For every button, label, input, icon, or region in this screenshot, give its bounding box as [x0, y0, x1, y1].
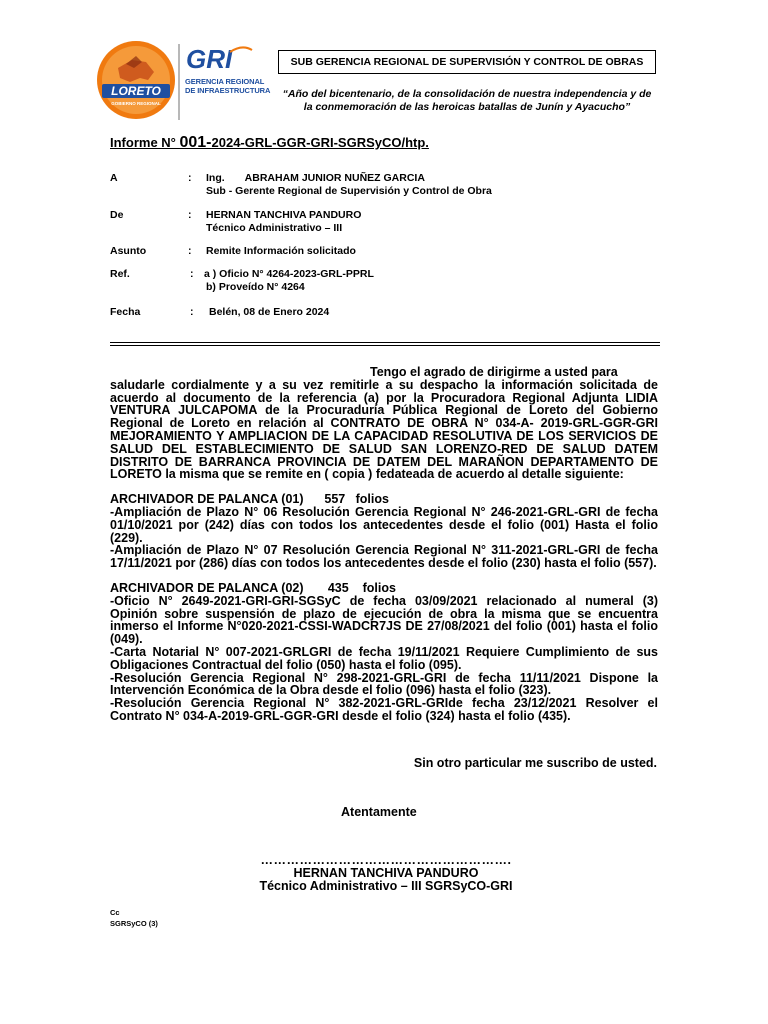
closing-line: Sin otro particular me suscribo de usted.: [413, 756, 657, 770]
binder1-item2: -Ampliación de Plazo N° 07 Resolución Gerencia Regional N° 311-2021-GRL-GRI de fecha 17/11/2021 por (286) días con todos los antecedentes desde el folio (230) hasta el folio (557).: [110, 543, 658, 571]
cc-label: Cc: [110, 908, 120, 917]
report-number: 001-: [179, 134, 212, 151]
year-motto-line1: “Año del bicentenario, de la consolidación de nuestra independencia y de: [282, 88, 652, 100]
to-label: A: [110, 172, 118, 184]
to-colon: :: [188, 172, 192, 184]
from-colon: :: [188, 209, 192, 221]
binder2-item1: -Oficio N° 2649-2021-GRI-GRI-SGSyC de fecha 03/09/2021 relacionado al numeral (3) Opinión sobre suspensión de plazo de ejecución de obra la misma que se encuentra inmerso el Informe N°020-2021-CSSI-WADCR7JS DE 27/08/2021 del folio (001) hasta el folio (049).: [110, 593, 658, 647]
from-position: Técnico Administrativo – III: [206, 221, 343, 234]
year-motto-line2: la conmemoración de las heroicas batallas de Junín y Ayacucho”: [303, 101, 631, 113]
to-position: Sub - Gerente Regional de Supervisión y Control de Obra: [206, 184, 492, 197]
gri-subtitle-line1: GERENCIA REGIONAL: [185, 77, 265, 86]
ref-a: a ) Oficio N° 4264-2023-GRL-PPRL: [204, 268, 374, 280]
department-box: [278, 50, 656, 74]
signer-position: Técnico Administrativo – III SGRSyCO-GRI: [259, 879, 513, 893]
cc-block: [110, 907, 158, 929]
intro-paragraph: saludarle cordialmente y a su vez remitirle a su despacho la información solicitada de acuerdo al documento de la referencia (a) por la Procuradora Regional Adjunta LIDIA VENTURA JULCAPOMA de la Procuraduría Pública Regional de Loreto del Gobierno Regional de Loreto en relación al CONTRATO DE OBRA N° 034-A- 2019-GRL-GGR-GRI MEJORAMIENTO Y AMPLIACION DE LA CAPACIDAD RESOLUTIVA DE LOS SERVICIOS DE SALUD DEL ESTABLECIMIENTO DE SALUD SAN LORENZO-RED DE SALUD DATEM DISTRITO DE BARRANCA PROVINCIA DE DATEM DEL MARAÑON DEPARTAMENTO DE LORETO la misma que se remite en ( copia ) fedateada de acuerdo al detalle siguiente:: [110, 377, 658, 482]
gri-subtitle: [185, 77, 270, 95]
binder1-title: ARCHIVADOR DE PALANCA (01) 557 folios: [110, 492, 389, 507]
gri-logo: [186, 44, 256, 74]
to-value: [206, 172, 492, 197]
date-value: Belén, 08 de Enero 2024: [209, 306, 330, 318]
ref-label: Ref.: [110, 268, 130, 280]
binder2-title: ARCHIVADOR DE PALANCA (02) 435 folios: [110, 580, 396, 595]
date-colon: :: [190, 306, 194, 318]
date-label: Fecha: [110, 306, 141, 318]
to-name: ABRAHAM JUNIOR NUÑEZ GARCIA: [244, 172, 425, 184]
year-motto: [272, 88, 662, 114]
report-prefix: Informe N°: [110, 135, 180, 150]
binder2-item3: -Resolución Gerencia Regional N° 298-2021-GRL-GRI de fecha 11/11/2021 Dispone la Intervención Económica de la Obra desde el folio (096) hasta el folio (323).: [110, 670, 658, 698]
report-code: 2024-GRL-GGR-GRI-SGRSyCO/htp.: [211, 135, 429, 150]
logo-divider: [178, 44, 180, 120]
regards: Atentamente: [341, 805, 417, 819]
signature-block: [186, 854, 586, 893]
gri-subtitle-line2: DE INFRAESTRUCTURA: [185, 86, 271, 95]
separator-rule: [110, 342, 660, 346]
binder2-item4: -Resolución Gerencia Regional N° 382-2021-GRL-GRIde fecha 23/12/2021 Resolver el Contrato N° 034-A-2019-GRL-GGR-GRI desde el folio (324) hasta el folio (435).: [110, 696, 658, 723]
logo-subtext: GOBIERNO REGIONAL: [111, 101, 161, 106]
to-title: Ing.: [206, 172, 225, 184]
subject-value: Remite Información solicitado: [206, 245, 356, 257]
gri-word: GRI: [186, 44, 233, 74]
signer-name: HERNAN TANCHIVA PANDURO: [293, 866, 479, 880]
ref-colon: :: [190, 268, 194, 280]
binder2-item2: -Carta Notarial N° 007-2021-GRLGRI de fecha 19/11/2021 Requiere Cumplimiento de sus Obligaciones Contractual del folio (050) hasta el folio (095).: [110, 644, 658, 672]
department-name: SUB GERENCIA REGIONAL DE SUPERVISIÓN Y CONTROL DE OBRAS: [290, 56, 644, 68]
subject-label: Asunto: [110, 245, 147, 257]
ref-value: [204, 268, 374, 293]
loreto-logo: [96, 40, 176, 120]
from-name: HERNAN TANCHIVA PANDURO: [206, 209, 362, 221]
ref-b: b) Proveído N° 4264: [206, 280, 305, 293]
logo-text: LORETO: [111, 84, 161, 98]
from-label: De: [110, 209, 124, 221]
from-value: [206, 209, 361, 234]
subject-colon: :: [188, 245, 192, 257]
binder1-item1: -Ampliación de Plazo N° 06 Resolución Gerencia Regional N° 246-2021-GRL-GRI de fecha 01/10/2021 por (242) días con todos los antecedentes desde el folio (001) Hasta el folio (229).: [110, 504, 658, 545]
intro-line1: Tengo el agrado de dirigirme a usted para: [370, 365, 618, 379]
letter-body: [110, 366, 658, 723]
signature-line: ………………………………………………….: [260, 853, 512, 867]
cc-value: SGRSyCO (3): [110, 919, 158, 928]
report-title: [110, 134, 429, 152]
